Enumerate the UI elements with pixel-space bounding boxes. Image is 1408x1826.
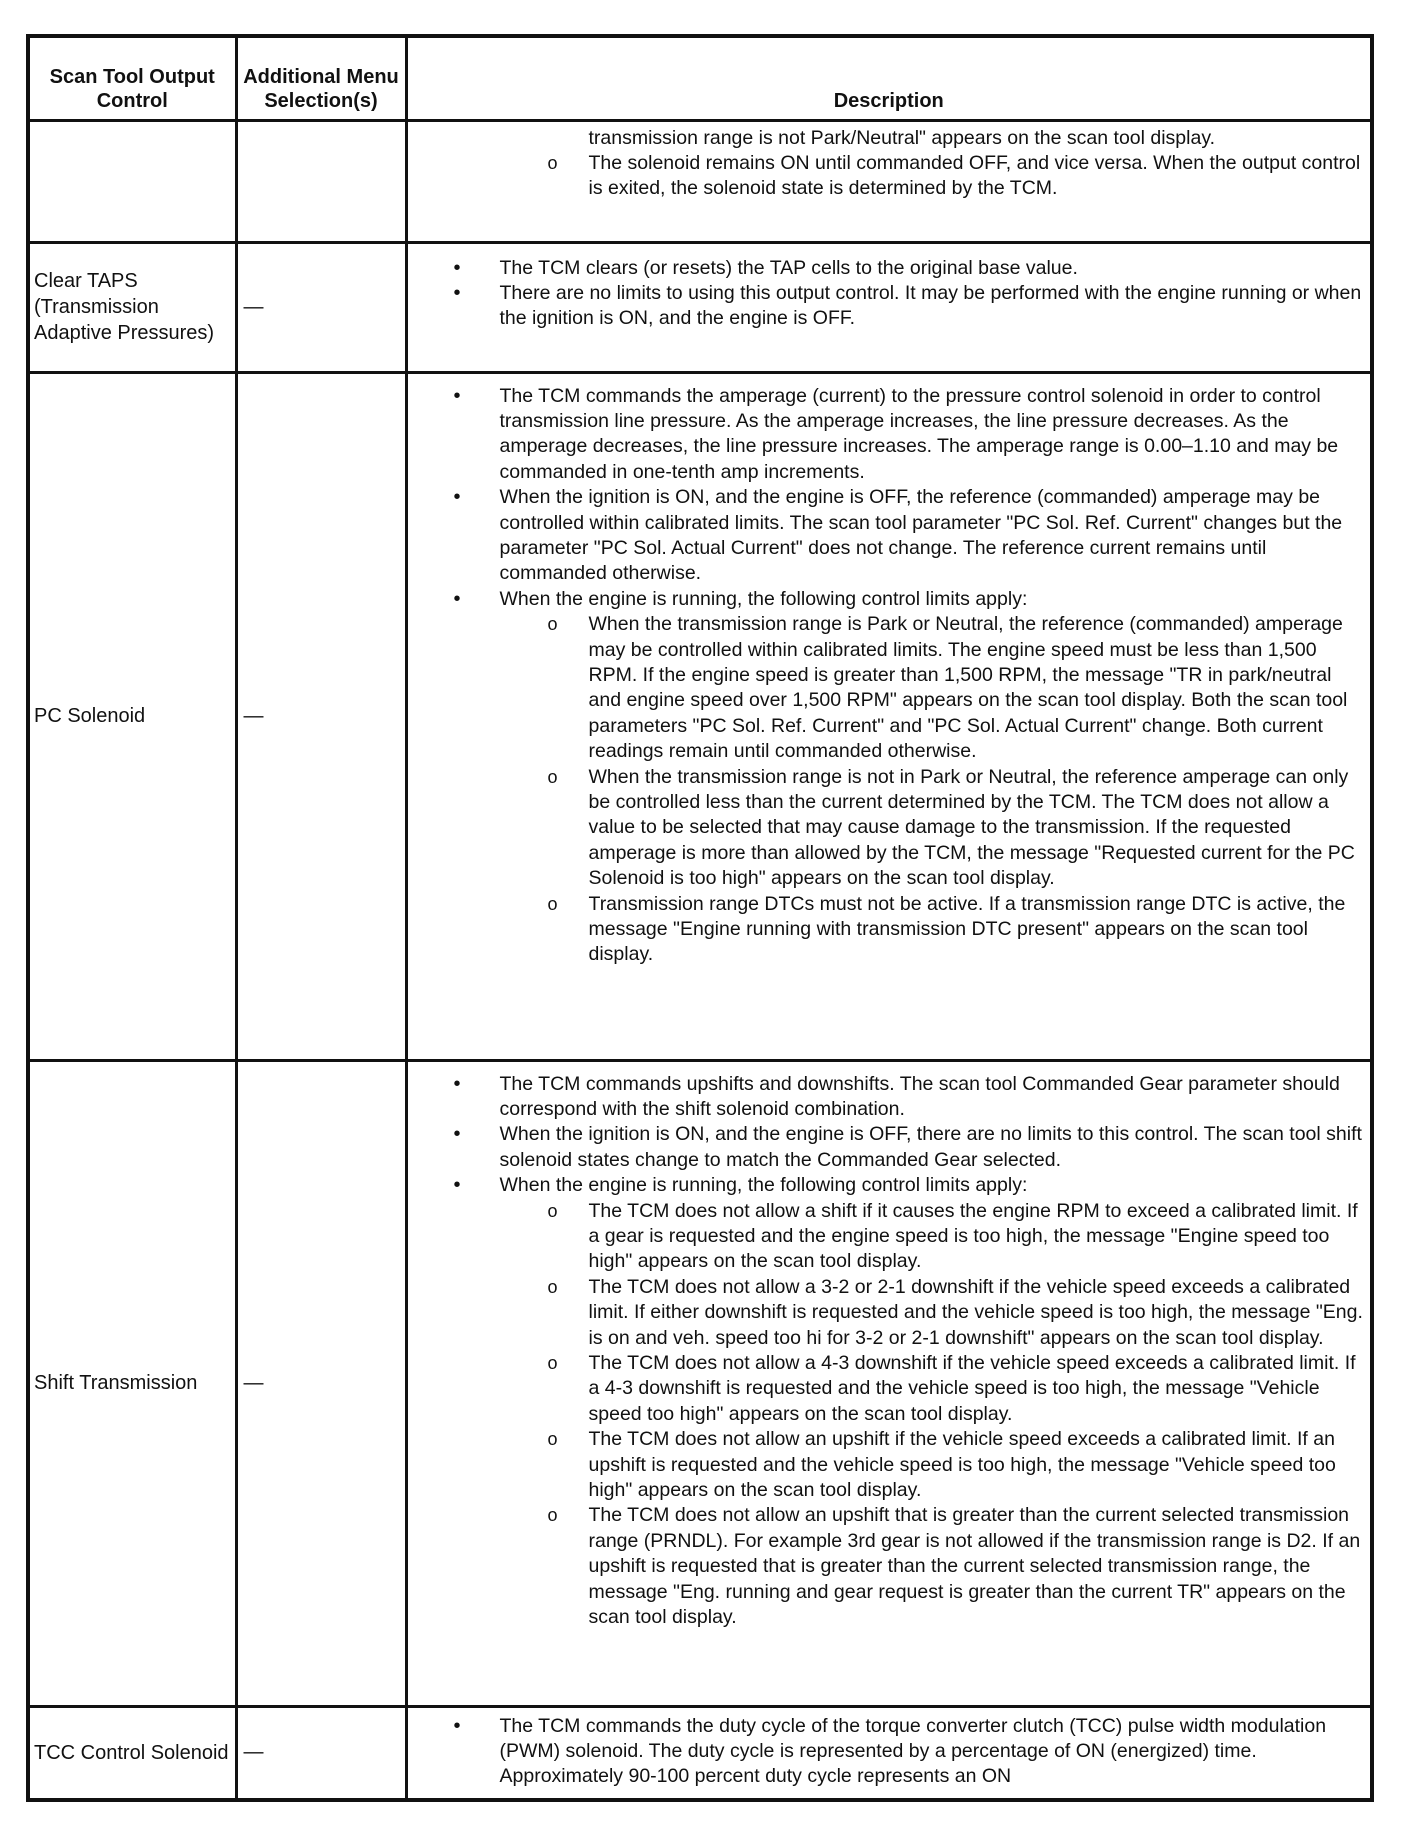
row-name: Shift Transmission	[28, 1060, 236, 1706]
bullet: • The TCM commands the duty cycle of the torque converter clutch (TCC) pulse width modulation (PWM) solenoid. The duty cycle is represented by a percentage of ON (energized) time. Approximately 90-100 percent duty cycle represents an ON	[408, 1714, 1371, 1790]
row-description	[406, 1060, 1372, 1706]
table-row-continuation	[28, 120, 1372, 242]
table-row-clear-taps	[28, 242, 1372, 372]
bullet: • The TCM commands the amperage (current) to the pressure control solenoid in order to control transmission line pressure. As the amperage increases, the line pressure decreases. As the amperage decreases, the line pressure increases. The amperage range is 0.00–1.10 and may be commanded in one-tenth amp increments.	[408, 384, 1371, 486]
row-name	[28, 120, 236, 242]
row-description	[406, 372, 1372, 1060]
row-name: PC Solenoid	[28, 372, 236, 1060]
row-name: TCC Control Solenoid	[28, 1706, 236, 1800]
row-description	[406, 1706, 1372, 1800]
header-scan-tool-output-control: Scan Tool Output Control	[28, 36, 236, 120]
continuation-text: transmission range is not Park/Neutral" appears on the scan tool display.	[588, 126, 1216, 149]
sub-bullet: o The solenoid remains ON until commanded OFF, and vice versa. When the output control is exited, the solenoid state is determined by the TCM.	[408, 151, 1371, 202]
sub-bullet: o The TCM does not allow an upshift if the vehicle speed exceeds a calibrated limit. If an upshift is requested and the vehicle speed is too high, the message "Vehicle speed too high" appears on the scan tool display.	[408, 1427, 1371, 1503]
header-additional-menu-selections: Additional Menu Selection(s)	[236, 36, 406, 120]
table-row-pc-solenoid	[28, 372, 1372, 1060]
sub-bullet: o When the transmission range is not in Park or Neutral, the reference amperage can only be controlled less than the current determined by the TCM. The TCM does not allow a value to be selected that may cause damage to the transmission. If the requested amperage is more than allowed by the TCM, the message "Requested current for the PC Solenoid is too high" appears on the scan tool display.	[408, 765, 1371, 892]
row-menu: —	[236, 372, 406, 1060]
bullet: • The TCM commands upshifts and downshifts. The scan tool Commanded Gear parameter should correspond with the shift solenoid combination.	[408, 1072, 1371, 1123]
bullet: • When the engine is running, the following control limits apply:	[408, 587, 1371, 612]
scan-tool-output-control-table	[26, 34, 1374, 1802]
row-menu	[236, 120, 406, 242]
row-menu: —	[236, 1060, 406, 1706]
row-description	[406, 120, 1372, 242]
row-name: Clear TAPS (Transmission Adaptive Pressures)	[28, 242, 236, 372]
bullet: • When the ignition is ON, and the engine is OFF, there are no limits to this control. The scan tool shift solenoid states change to match the Commanded Gear selected.	[408, 1122, 1371, 1173]
row-menu: —	[236, 1706, 406, 1800]
table-row-shift-transmission	[28, 1060, 1372, 1706]
row-menu: —	[236, 242, 406, 372]
table-row-tcc-control-solenoid	[28, 1706, 1372, 1800]
sub-bullet: o The TCM does not allow a 3-2 or 2-1 downshift if the vehicle speed exceeds a calibrated limit. If either downshift is requested and the vehicle speed is too high, the message "Eng. is on and veh. speed too hi for 3-2 or 2-1 downshift" appears on the scan tool display.	[408, 1275, 1371, 1351]
bullet: • The TCM clears (or resets) the TAP cells to the original base value.	[408, 256, 1371, 281]
bullet: • There are no limits to using this output control. It may be performed with the engine running or when the ignition is ON, and the engine is OFF.	[408, 281, 1371, 332]
row-description	[406, 242, 1372, 372]
sub-bullet: o The TCM does not allow a 4-3 downshift if the vehicle speed exceeds a calibrated limit. If a 4-3 downshift is requested and the vehicle speed is too high, the message "Vehicle speed too high" appears on the scan tool display.	[408, 1351, 1371, 1427]
sub-bullet: o Transmission range DTCs must not be active. If a transmission range DTC is active, the message "Engine running with transmission DTC present" appears on the scan tool display.	[408, 892, 1371, 968]
bullet: • When the ignition is ON, and the engine is OFF, the reference (commanded) amperage may be controlled within calibrated limits. The scan tool parameter "PC Sol. Ref. Current" changes but the parameter "PC Sol. Actual Current" does not change. The reference current remains until commanded otherwise.	[408, 485, 1371, 587]
sub-bullet: o The TCM does not allow an upshift that is greater than the current selected transmission range (PRNDL). For example 3rd gear is not allowed if the transmission range is D2. If an upshift is requested that is greater than the current selected transmission range, the message "Eng. running and gear request is greater than the current TR" appears on the scan tool display.	[408, 1503, 1371, 1630]
sub-bullet: o When the transmission range is Park or Neutral, the reference (commanded) amperage may be controlled within calibrated limits. The engine speed must be less than 1,500 RPM. If the engine speed is greater than 1,500 RPM, the message "TR in park/neutral and engine speed over 1,500 RPM" appears on the scan tool display. Both the scan tool parameters "PC Sol. Ref. Current" and "PC Sol. Actual Current" change. Both current readings remain until commanded otherwise.	[408, 612, 1371, 764]
header-row	[28, 36, 1372, 120]
bullet: • When the engine is running, the following control limits apply:	[408, 1173, 1371, 1198]
sub-bullet: o The TCM does not allow a shift if it causes the engine RPM to exceed a calibrated limit. If a gear is requested and the engine speed is too high, the message "Engine speed too high" appears on the scan tool display.	[408, 1199, 1371, 1275]
header-description: Description	[406, 36, 1372, 120]
